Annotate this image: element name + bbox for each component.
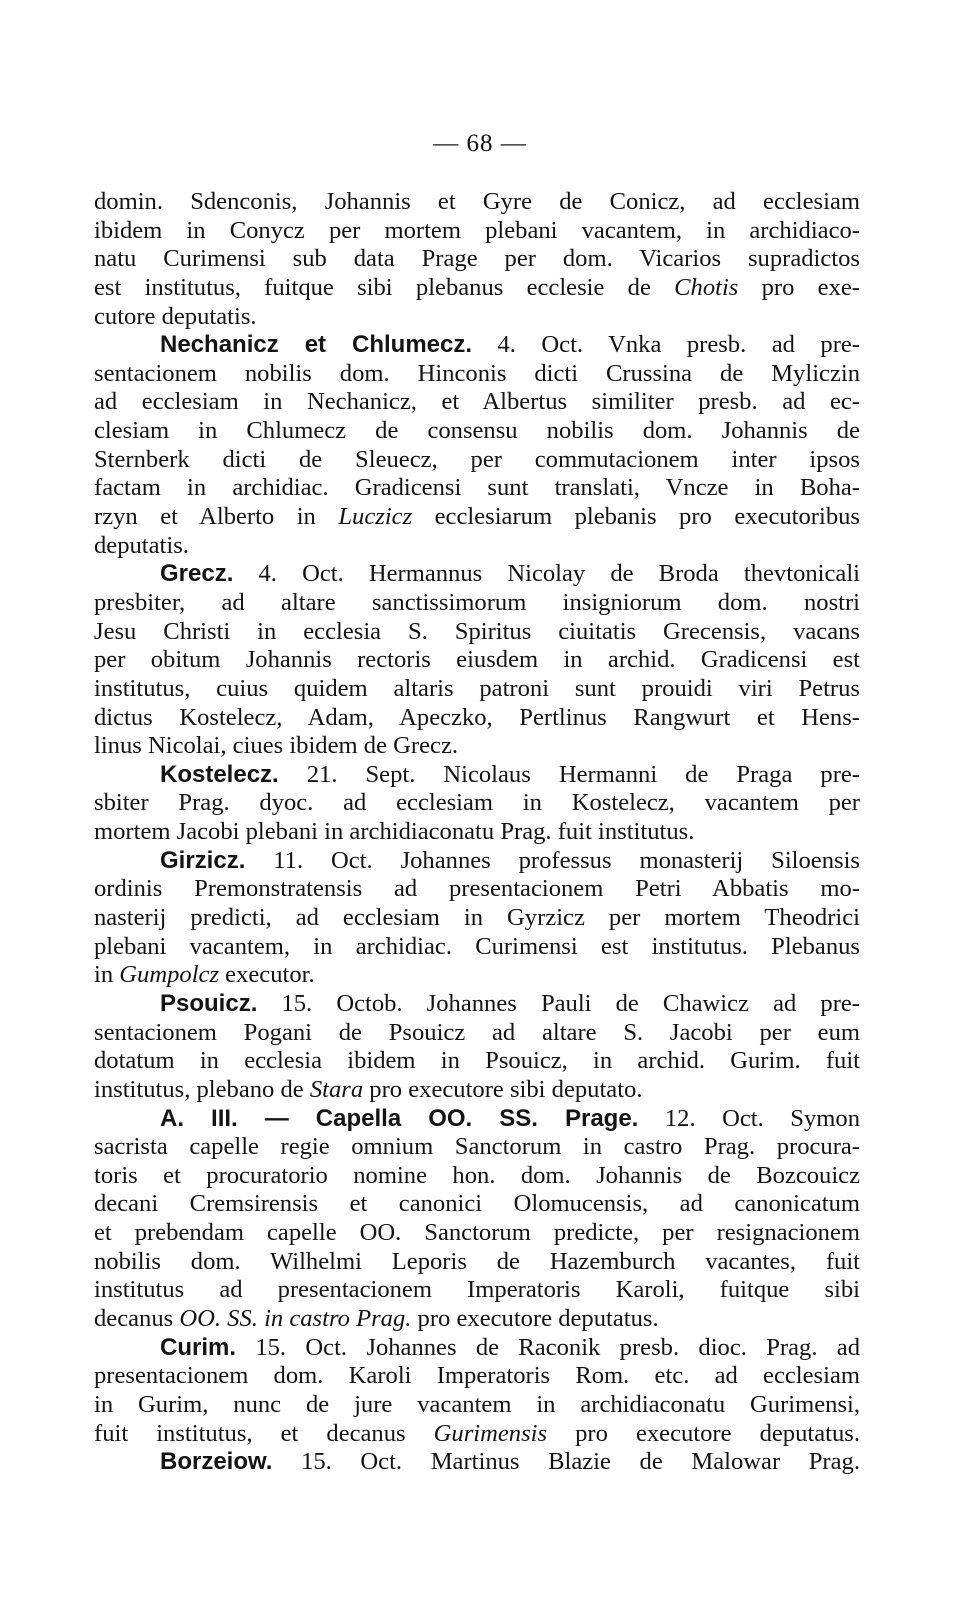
text-line (94, 331, 860, 360)
text-segment: mortem Jacobi plebani in archidiaconatu Prag. fuit institutus. (94, 818, 695, 846)
text-line (94, 1076, 860, 1105)
entry-heading: Borzeiow. (160, 1448, 273, 1476)
text-segment: nobilis dom. Wilhelmi Leporis de Hazemburch vacantes, fuit (94, 1247, 860, 1275)
text-segment: natu Curimensi sub data Prage per dom. Vicarios supradictos (94, 245, 860, 273)
text-segment: 4. Oct. Hermannus Nicolay de Broda thevtonicali (233, 560, 860, 588)
text-line (94, 761, 860, 790)
text-segment: 4. Oct. Vnka presb. ad pre- (472, 331, 860, 359)
page-number: — 68 — (433, 130, 527, 157)
text-line (94, 474, 860, 503)
text-line (94, 1276, 860, 1305)
text-line (94, 274, 860, 303)
text-segment: pro executore deputatus. (411, 1304, 659, 1332)
text-segment: ibidem in Conycz per mortem plebani vacantem, in archidiaco- (94, 216, 860, 244)
text-line (94, 1219, 860, 1248)
text-segment: institutus ad presentacionem Imperatoris Karoli, fuitque sibi (94, 1276, 860, 1304)
text-segment: clesiam in Chlumecz de consensu nobilis dom. Johannis de (94, 417, 860, 445)
text-segment: decani Cremsirensis et canonici Olomucensis, ad canonicatum (94, 1190, 860, 1218)
entry-heading: Curim. (160, 1333, 237, 1361)
entry-heading: Kostelecz. (160, 760, 279, 788)
text-segment: est institutus, fuitque sibi plebanus ecclesie de (94, 273, 675, 301)
text-line (94, 446, 860, 475)
text-line (94, 875, 860, 904)
text-line (94, 704, 860, 733)
text-line (94, 732, 860, 761)
italic-place-name: Gumpolcz (119, 961, 220, 989)
text-line (94, 789, 860, 818)
text-segment: nasterij predicti, ad ecclesiam in Gyrzicz per mortem Theodrici (94, 904, 860, 932)
italic-place-name: OO. SS. in castro Prag. (179, 1304, 412, 1332)
text-line (94, 388, 860, 417)
text-line (94, 961, 860, 990)
text-segment: linus Nicolai, ciues ibidem de Grecz. (94, 732, 459, 760)
text-segment: toris et procuratorio nomine hon. dom. Johannis de Bozcouicz (94, 1161, 860, 1189)
text-line (94, 1448, 860, 1477)
italic-place-name: Chotis (674, 273, 739, 301)
text-segment: 11. Oct. Johannes professus monasterij Siloensis (245, 846, 860, 874)
text-segment: 15. Oct. Martinus Blazie de Malowar Prag. (272, 1448, 860, 1476)
italic-place-name: Gurimensis (433, 1419, 548, 1447)
text-line (94, 618, 860, 647)
text-segment: institutus, plebano de (94, 1075, 310, 1103)
text-line (94, 1105, 860, 1134)
text-segment: sentacionem nobilis dom. Hinconis dicti Crussina de Myliczin (94, 359, 860, 387)
italic-place-name: Luczicz (338, 503, 413, 531)
text-line (94, 417, 860, 446)
text-segment: presbiter, ad altare sanctissimorum insigniorum dom. nostri (94, 588, 860, 616)
text-line (94, 560, 860, 589)
text-line (94, 1334, 860, 1363)
text-line (94, 1420, 860, 1449)
text-segment: dictus Kostelecz, Adam, Apeczko, Pertlinus Rangwurt et Hens- (94, 703, 860, 731)
text-segment: in (94, 961, 120, 989)
text-segment: Sternberk dicti de Sleuecz, per commutacionem inter ipsos (94, 445, 860, 473)
text-line (94, 360, 860, 389)
text-line (94, 1019, 860, 1048)
text-line (94, 217, 860, 246)
text-segment: 15. Oct. Johannes de Raconik presb. dioc. Prag. ad (236, 1333, 860, 1361)
text-segment: sacrista capelle regie omnium Sanctorum in castro Prag. procura- (94, 1133, 860, 1161)
text-line (94, 1133, 860, 1162)
text-segment: et prebendam capelle OO. Sanctorum predicte, per resignacionem (94, 1219, 860, 1247)
text-line (94, 532, 860, 561)
text-segment: decanus (94, 1304, 180, 1332)
text-segment: cutore deputatis. (94, 302, 257, 330)
text-segment: 12. Oct. Symon (638, 1104, 861, 1132)
entry-heading: A. III. — Capella OO. SS. Prage. (160, 1104, 639, 1132)
text-line (94, 503, 860, 532)
text-segment: sentacionem Pogani de Psouicz ad altare S. Jacobi per eum (94, 1018, 860, 1046)
text-line (94, 990, 860, 1019)
italic-place-name: Stara (309, 1075, 364, 1103)
text-line (94, 847, 860, 876)
text-segment: ordinis Premonstratensis ad presentacionem Petri Abbatis mo- (94, 875, 860, 903)
text-line (94, 589, 860, 618)
text-segment: 21. Sept. Nicolaus Hermanni de Praga pre- (278, 760, 860, 788)
text-line (94, 245, 860, 274)
text-segment: dotatum in ecclesia ibidem in Psouicz, in archid. Gurim. fuit (94, 1047, 860, 1075)
text-line (94, 933, 860, 962)
text-segment: in Gurim, nunc de jure vacantem in archidiaconatu Gurimensi, (94, 1390, 860, 1418)
text-segment: rzyn et Alberto in (94, 503, 339, 531)
text-line (94, 1248, 860, 1277)
text-segment: pro executore sibi deputato. (363, 1075, 643, 1103)
text-line (94, 1391, 860, 1420)
text-line (94, 188, 860, 217)
text-segment: factam in archidiac. Gradicensi sunt translati, Vncze in Boha- (94, 474, 860, 502)
text-segment: Jesu Christi in ecclesia S. Spiritus ciuitatis Grecensis, vacans (94, 617, 860, 645)
text-segment: pro exe- (738, 273, 860, 301)
text-line (94, 675, 860, 704)
text-line (94, 1305, 860, 1334)
text-line (94, 1047, 860, 1076)
text-segment: domin. Sdenconis, Johannis et Gyre de Conicz, ad ecclesiam (94, 188, 860, 215)
text-line (94, 646, 860, 675)
text-segment: ad ecclesiam in Nechanicz, et Albertus similiter presb. ad ec- (94, 388, 860, 416)
entry-heading: Grecz. (160, 560, 234, 588)
body-text (94, 188, 860, 1477)
entry-heading: Nechanicz et Chlumecz. (160, 331, 473, 359)
text-segment: presentacionem dom. Karoli Imperatoris Rom. etc. ad ecclesiam (94, 1362, 860, 1390)
text-segment: pro executore deputatus. (547, 1419, 860, 1447)
text-segment: plebani vacantem, in archidiac. Curimensi est institutus. Plebanus (94, 932, 860, 960)
text-segment: ecclesiarum plebanis pro executoribus (412, 503, 860, 531)
text-line (94, 904, 860, 933)
text-segment: fuit institutus, et decanus (94, 1419, 434, 1447)
text-line (94, 1190, 860, 1219)
text-segment: per obitum Johannis rectoris eiusdem in archid. Gradicensi est (94, 646, 860, 674)
text-line (94, 1162, 860, 1191)
text-segment: executor. (219, 961, 315, 989)
entry-heading: Girzicz. (160, 846, 246, 874)
text-segment: deputatis. (94, 531, 189, 559)
text-line (94, 818, 860, 847)
entry-heading: Psouicz. (160, 989, 258, 1017)
text-segment: 15. Octob. Johannes Pauli de Chawicz ad pre- (257, 989, 860, 1017)
text-line (94, 1362, 860, 1391)
text-line (94, 303, 860, 332)
text-segment: institutus, cuius quidem altaris patroni sunt prouidi viri Petrus (94, 674, 860, 702)
text-segment: sbiter Prag. dyoc. ad ecclesiam in Kostelecz, vacantem per (94, 789, 860, 817)
